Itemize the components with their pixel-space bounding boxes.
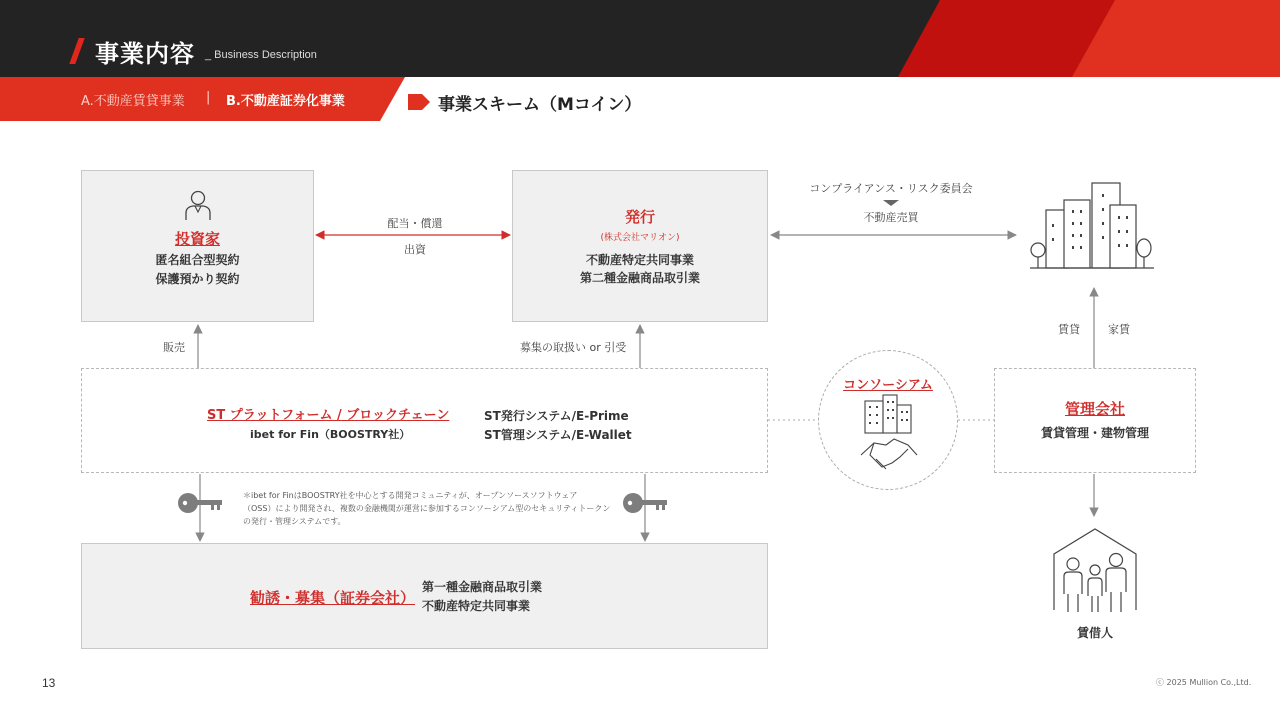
investor-title: 投資家: [174, 230, 220, 248]
management-company-role: 賃貸管理・建物管理: [1040, 426, 1149, 440]
buildings-icon: [1028, 180, 1158, 272]
key-icon-left: [178, 490, 224, 516]
securities-company-title: 勧誘・募集（証券会社）: [250, 589, 416, 607]
issuer-company: (株式会社マリオン): [600, 233, 680, 243]
issuer-business-1: 不動産特定共同事業: [585, 253, 694, 267]
label-lease: 賃貸: [1058, 323, 1080, 336]
page-number: 13: [42, 676, 56, 690]
section-title: 事業スキーム（Mコイン）: [438, 95, 642, 115]
footnote-line-1: ＊ibet for FinはBOOSTRY社を中心とする開発コミュニティが、オープンソースソフトウェア: [243, 491, 578, 500]
management-company-box: [994, 368, 1196, 473]
issuer-box: [512, 170, 768, 322]
issuer-business-2: 第二種金融商品取引業: [579, 271, 700, 285]
platform-footnote: [243, 489, 610, 528]
tenant-family-icon: [1050, 526, 1140, 616]
page-subtitle: _ Business Description: [205, 49, 317, 61]
label-recruitment: 募集の取扱い or 引受: [520, 341, 627, 354]
st-management-system: ST管理システム/E-Wallet: [484, 428, 632, 442]
securities-company-box: [81, 543, 768, 649]
st-issuance-system: ST発行システム/E-Prime: [484, 409, 629, 423]
issuer-title: 発行: [624, 208, 655, 226]
copyright: ⓒ 2025 Mullion Co.,Ltd.: [1156, 678, 1252, 687]
label-dividend: 配当・償還: [387, 217, 443, 230]
consortium-title: コンソーシアム: [843, 378, 933, 393]
tab-real-estate-leasing[interactable]: A.不動産賃貸事業: [81, 94, 185, 109]
label-rent: 家賃: [1108, 323, 1130, 336]
footnote-line-3: の発行・管理システムです。: [243, 517, 346, 526]
label-sales: 販売: [163, 341, 185, 354]
footnote-line-2: （OSS）により開発され、複数の金融機関が運営に参加するコンソーシアム型のセキュリティトークン: [243, 504, 611, 513]
st-platform-sub: ibet for Fin（BOOSTRY社）: [250, 428, 411, 441]
st-platform-title: ST プラットフォーム / ブロックチェーン: [207, 408, 450, 423]
page-title: 事業内容: [95, 40, 195, 68]
investor-contract-1: 匿名組合型契約: [155, 253, 240, 267]
label-real-estate-trade: 不動産売買: [863, 211, 919, 224]
securities-business-2: 不動産特定共同事業: [422, 599, 531, 613]
consortium-handshake-icon: [858, 393, 920, 475]
investor-person-icon: [183, 188, 213, 222]
management-company-title: 管理会社: [1064, 400, 1125, 418]
investor-contract-2: 保護預かり契約: [155, 272, 240, 286]
key-icon-right: [623, 490, 669, 516]
tab-divider: |: [206, 90, 211, 105]
label-compliance: コンプライアンス・リスク委員会: [809, 182, 973, 195]
securities-business-1: 第一種金融商品取引業: [422, 580, 543, 594]
tenant-label: 賃借人: [1076, 626, 1113, 640]
label-investment: 出資: [404, 243, 426, 256]
tab-securitization[interactable]: B.不動産証券化事業: [226, 94, 345, 109]
